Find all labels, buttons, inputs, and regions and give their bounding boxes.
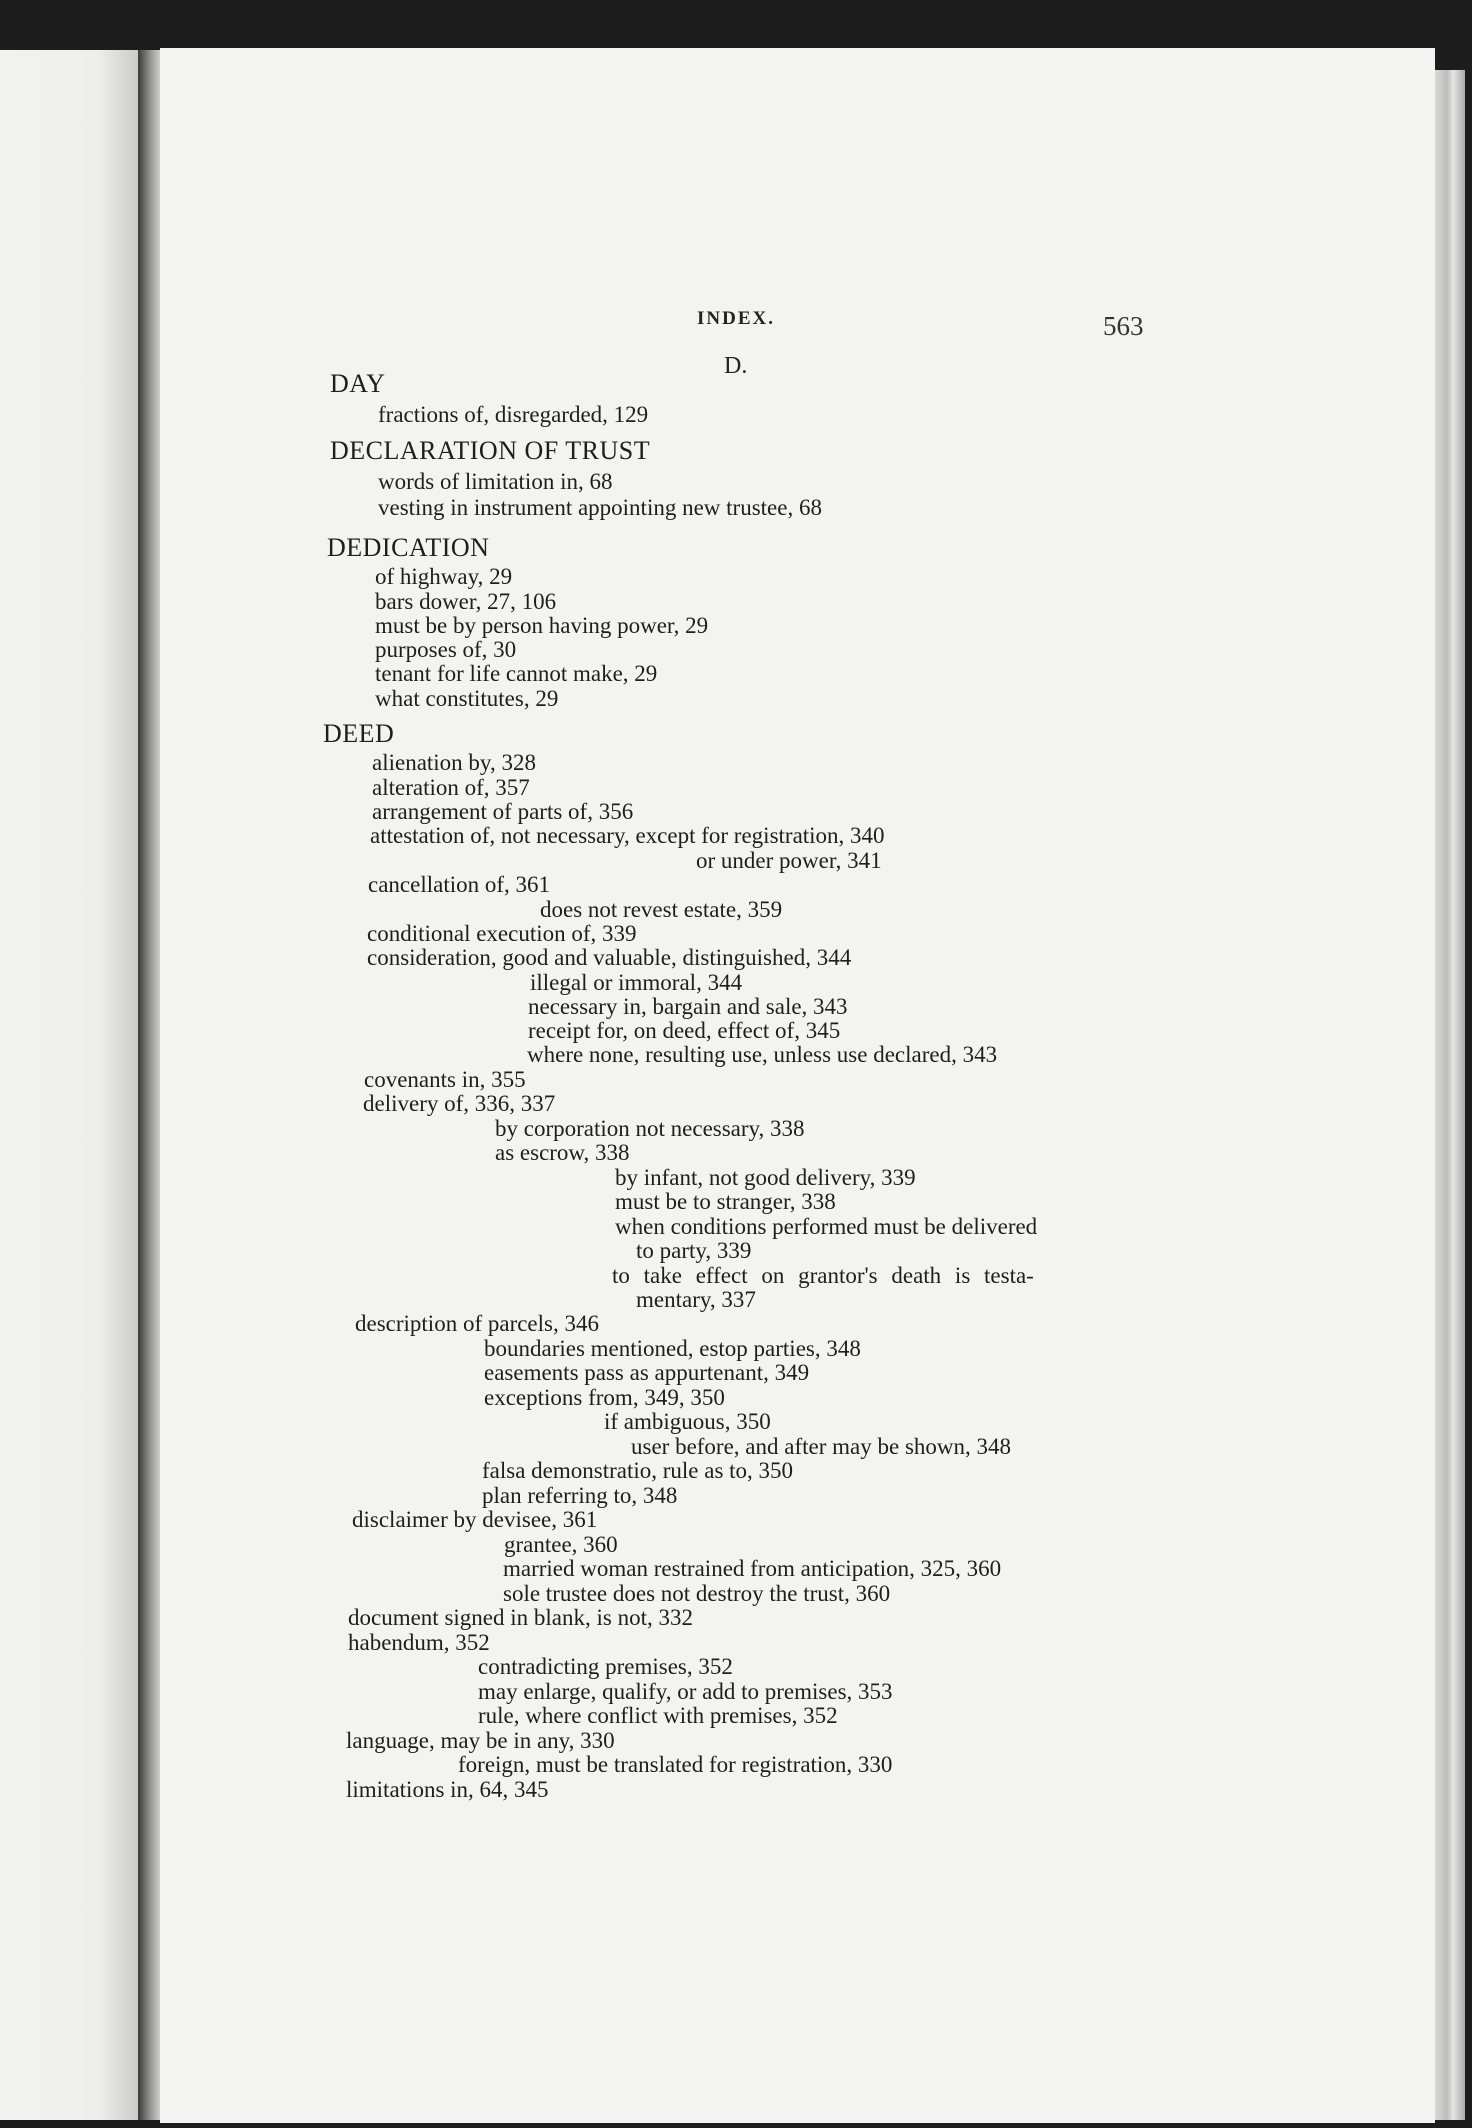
index-page [160, 48, 1435, 2123]
index-line: as escrow, 338 [495, 1140, 630, 1165]
index-line: when conditions performed must be delivered [615, 1214, 1038, 1239]
index-line: attestation of, not necessary, except for registration, 340 [370, 823, 885, 848]
index-line: tenant for life cannot make, 29 [375, 661, 658, 686]
index-line: foreign, must be translated for registration, 330 [458, 1752, 893, 1777]
index-line: plan referring to, 348 [482, 1483, 678, 1508]
index-line: language, may be in any, 330 [346, 1728, 615, 1753]
index-line: fractions of, disregarded, 129 [378, 402, 649, 427]
index-line: user before, and after may be shown, 348 [631, 1434, 1012, 1459]
index-line: to party, 339 [636, 1238, 752, 1263]
index-line: must be by person having power, 29 [375, 613, 709, 638]
section-letter: D. [724, 353, 748, 379]
index-line: necessary in, bargain and sale, 343 [528, 994, 848, 1019]
index-line: document signed in blank, is not, 332 [348, 1605, 693, 1630]
index-line: contradicting premises, 352 [478, 1654, 733, 1679]
index-line: mentary, 337 [636, 1287, 756, 1312]
index-line: where none, resulting use, unless use declared, 343 [527, 1042, 998, 1067]
index-line: what constitutes, 29 [375, 686, 559, 711]
index-line: does not revest estate, 359 [540, 897, 783, 922]
index-line: disclaimer by devisee, 361 [352, 1507, 598, 1532]
index-line: cancellation of, 361 [368, 872, 551, 897]
index-line: if ambiguous, 350 [604, 1409, 771, 1434]
index-line: habendum, 352 [348, 1630, 490, 1655]
index-line: easements pass as appurtenant, 349 [484, 1360, 810, 1385]
index-line: by corporation not necessary, 338 [495, 1116, 805, 1141]
index-line: alienation by, 328 [372, 750, 536, 775]
index-line: or under power, 341 [696, 848, 882, 873]
index-line: illegal or immoral, 344 [530, 970, 743, 995]
page-stack-edge [1435, 70, 1465, 2120]
index-line: conditional execution of, 339 [367, 921, 637, 946]
book-gutter [138, 50, 162, 2120]
entry-heading-deed: DEED [323, 719, 395, 748]
page-number: 563 [1103, 311, 1144, 341]
index-line: words of limitation in, 68 [378, 469, 613, 494]
index-line: of highway, 29 [375, 564, 513, 589]
index-line: falsa demonstratio, rule as to, 350 [482, 1458, 794, 1483]
index-line: bars dower, 27, 106 [375, 589, 557, 614]
index-line: sole trustee does not destroy the trust, 360 [503, 1581, 891, 1606]
running-head: INDEX. [697, 308, 775, 329]
index-line: delivery of, 336, 337 [363, 1091, 556, 1116]
index-line: married woman restrained from anticipation, 325, 360 [503, 1556, 1002, 1581]
index-line: vesting in instrument appointing new trustee, 68 [378, 495, 822, 520]
index-line: may enlarge, qualify, or add to premises, 353 [478, 1679, 893, 1704]
index-line: receipt for, on deed, effect of, 345 [528, 1018, 841, 1043]
index-line: consideration, good and valuable, distinguished, 344 [367, 945, 852, 970]
entry-heading-declaration-of-trust: DECLARATION OF TRUST [330, 436, 651, 465]
entry-heading-day: DAY [330, 369, 386, 398]
index-line: limitations in, 64, 345 [346, 1777, 549, 1802]
index-line: boundaries mentioned, estop parties, 348 [484, 1336, 861, 1361]
index-line: must be to stranger, 338 [615, 1189, 836, 1214]
index-line: purposes of, 30 [375, 637, 517, 662]
index-line: arrangement of parts of, 356 [372, 799, 634, 824]
index-line: alteration of, 357 [372, 775, 530, 800]
index-line: exceptions from, 349, 350 [484, 1385, 725, 1410]
index-line: grantee, 360 [504, 1532, 618, 1557]
index-line: rule, where conflict with premises, 352 [478, 1703, 838, 1728]
index-line: to take effect on grantor's death is testa- [612, 1263, 1034, 1288]
left-page-edge [0, 50, 140, 2120]
index-line: description of parcels, 346 [355, 1311, 599, 1336]
index-line: by infant, not good delivery, 339 [615, 1165, 916, 1190]
entry-heading-dedication: DEDICATION [327, 533, 490, 562]
index-line: covenants in, 355 [364, 1067, 526, 1092]
